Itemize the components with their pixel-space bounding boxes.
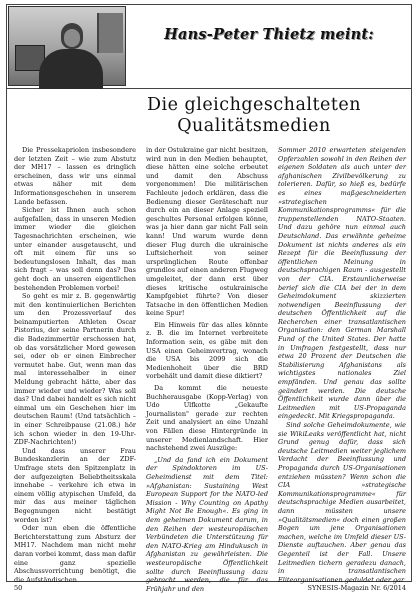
article-title (96, 95, 412, 137)
paragraph: Da kommt die neueste Buchherausgabe (Kopp-Verlag) von Udo Ulfkotte „Gekaufte Journalisten" gerade zur rechten Zeit und analysiert an eine Unzahl von Fällen diese Hintergründe in unserer Medienlandschaft. Hier nachstehend zwei Auszüge: (146, 384, 268, 453)
paragraph: Die Pressekapriolen insbesondere der letzten Zeit – wie zum Abstutz der MH17 – lassen es dringlich erscheinen, dass wir uns einmal etwas näher mit dem Informationsgeschehen in unserem Lande befassen. (14, 146, 136, 206)
quote-paragraph: Sind solche Geheimdokumente, wie sie WikiLeaks veröffentlicht hat, nicht Grund genug dafür, dass sich deutsche Leitmedien weiter jeglichem Verdacht der Beeinflussung und Propaganda durch US-Organisationen entziehen müssten? Wenn schon die CIA »strategische Kommunikationsprogramme« für deutschsprachige Medien ausarbeitet, dann müssten unsere »Qualitätsmedien« doch einen großen Bogen um jene Organisationen machen, welche im Umfeld dieser US-Dienste auftauchen. Aber genau das Gegenteil ist der Fall. Unsere Leitmedien tichern geradezu danach, in transatlantischen Eliteorganisationen geduldet oder gar (278, 421, 406, 584)
article-title-line-2: Qualitätsmedien (177, 116, 331, 136)
article-title-line-1: Die gleichgeschalteten (146, 95, 362, 115)
text-column-2 (146, 146, 268, 593)
paragraph: Und dass unserer Frau Bundeskanzlerin an der ZDF-Umfrage stets den Spitzenplatz in der aufgezeigten Beliebtheitsskala innehabe – verkehre ich etwa in einem völlig atypischen Umfeld, da mir das aus meiner täglichen Begegnungen nicht bestätigt worden ist? (14, 446, 136, 524)
paragraph: Oder nun eben die öffentliche Berichterstattung zum Absturz der MH17. Nachdem man nicht mehr daran vorbei kommt, dass man dafür eine ganz spezielle Abschussvorrichtung benötigt, die die Aufständischen (14, 524, 136, 584)
author-title: Hans-Peter Thietz meint: (164, 26, 374, 43)
author-photo (8, 6, 126, 86)
paragraph: Ein Hinweis für das alles könnte z. B. die im Internet verbreitete Information sein, es gäbe mit den USA einen Geheimvertrag, wonach die USA bis 2099 sich die Medienhoheit über die BRD vorbehält und damit diese diktiert? (146, 320, 268, 381)
page-footer (14, 584, 406, 594)
text-column-3 (278, 146, 406, 584)
photo-person-body (39, 49, 103, 89)
paragraph: So geht es mir z. B. gegenwärtig mit den kontinuierlichen Berichten um den Prozessverlauf des beinamputierten Athleten Oscar Pistorius, der seine Partnerin durch die Badezimmertür erschossen hat, ob das vorsätzlicher Mord gewesen sei, oder ob er einen Einbrecher vermutet habe. Gut, wenn man das mal interessehalber in einer Meldung gebracht hätte, aber das immer wieder und wieder? Was soll das? Und dabei handelt es sich nicht einmal um ein Geschehen hier im deutschen Raum! (Und tatsächlich – in einer Schreibpause (21.08.) hör ich schon wieder in den 19-Uhr-ZDF-Nachrichten!) (14, 292, 136, 447)
photo-person-face (64, 29, 80, 47)
quote-paragraph: Sommer 2010 erwarteten steigenden Opferzahlen sowohl in den Reihen der eigenen Soldaten als auch unter der afghanischen Zivilbevölkerung zu tolerieren. Dafür, so hieß es, bedürfe es eines maßgeschneiderten »strategischen Kommunikationsprogramms« für die truppenstellenden NATO-Staaten. Und dazu gehöre nun einmal auch Deutschland. Das erwähnte geheime Dokument ist nichts anderes als ein Rezept für die Beeinflussung der öffentlichen Meinung in deutschsprachigen Raum - ausgestellt von der CIA. Erstaunlicherweise berief sich die CIA bei der in dem Geheimdokument skizzierten notwendigen Beeinflussung der deutschen Öffentlichkeit auf die Recherchen einer transatlantischen Organisation: den German Marshall Fund of the United States. Der hatte in Umfragen festgestellt, dass nur etwa 20 Prozent der Deutschen die Stabilisierung Afghanistans als wichtigstes nationales Ziel empfänden. Und genau das sollte geändert werden. Die deutsche Öffentlichkeit wurde dann über die Leitmedien mit US-Propaganda eingedeckt. Mit Kriegspropaganda. (278, 146, 406, 421)
quote-paragraph: „Und da fand ich ein Dokument der Spindoktoren im US-Geheimdienst mit dem Titel: »Afghanistan: Sustaining West European Support for the NATO-led Mission - Why Counting on Apathy Might Not Be Enough«. Es ging in dem geheimen Dokument darum, in den Reihen der westeuropäischen Verbündeten die Unterstützung für den NATO-Krieg am Hindukusch in Afghanistan zu gewährleisten. Die westeuropäische Öffentlichkeit sollte durch Beeinflussung dazu gebracht werden, die für das Frühjahr und den (146, 455, 268, 593)
paragraph: Sicher ist Ihnen auch schon aufgefallen, dass in unseren Medien immer wieder die gleichen Tagesnachrichten erscheinen, wie unter einander ausgetauscht, und oft mit einem für uns so bedeutungslosen Inhalt, das man sich fragt – was soll denn das? Das geht doch an unseren eigentlichen bestehenden Problemen vorbei! (14, 206, 136, 292)
text-column-1 (14, 146, 136, 584)
photo-shelf (97, 13, 123, 53)
issue-label: SYNESIS-Magazin Nr. 6/2014 (307, 584, 406, 592)
paragraph: in der Ostukraine gar nicht besitzen, wird nun in den Medien behauptet, diese hätten eine solche erbeutet und damit den Abschuss vorgenommen! Die militärischen Fachleute jedoch erklären, dass die Bedienung dieser Geräteschaft nur durch ein an dieser Anlage speziell geschultes Personal erfolgen könne, was ja hier dann gar nicht Fall sein kann! Und warum wurde denn dieser Flug durch die ukrainische Luftsicherheit von seiner ursprünglichen Route offenbar grundlos auf einen anderen Flugweg umgeleitet, der dann erst über dieses kritische ostukrainische Kampfgebiet führte? Von dieser Tatsache in den öffentlichen Medien keine Spur! (146, 146, 268, 318)
page-number: 50 (14, 584, 23, 592)
